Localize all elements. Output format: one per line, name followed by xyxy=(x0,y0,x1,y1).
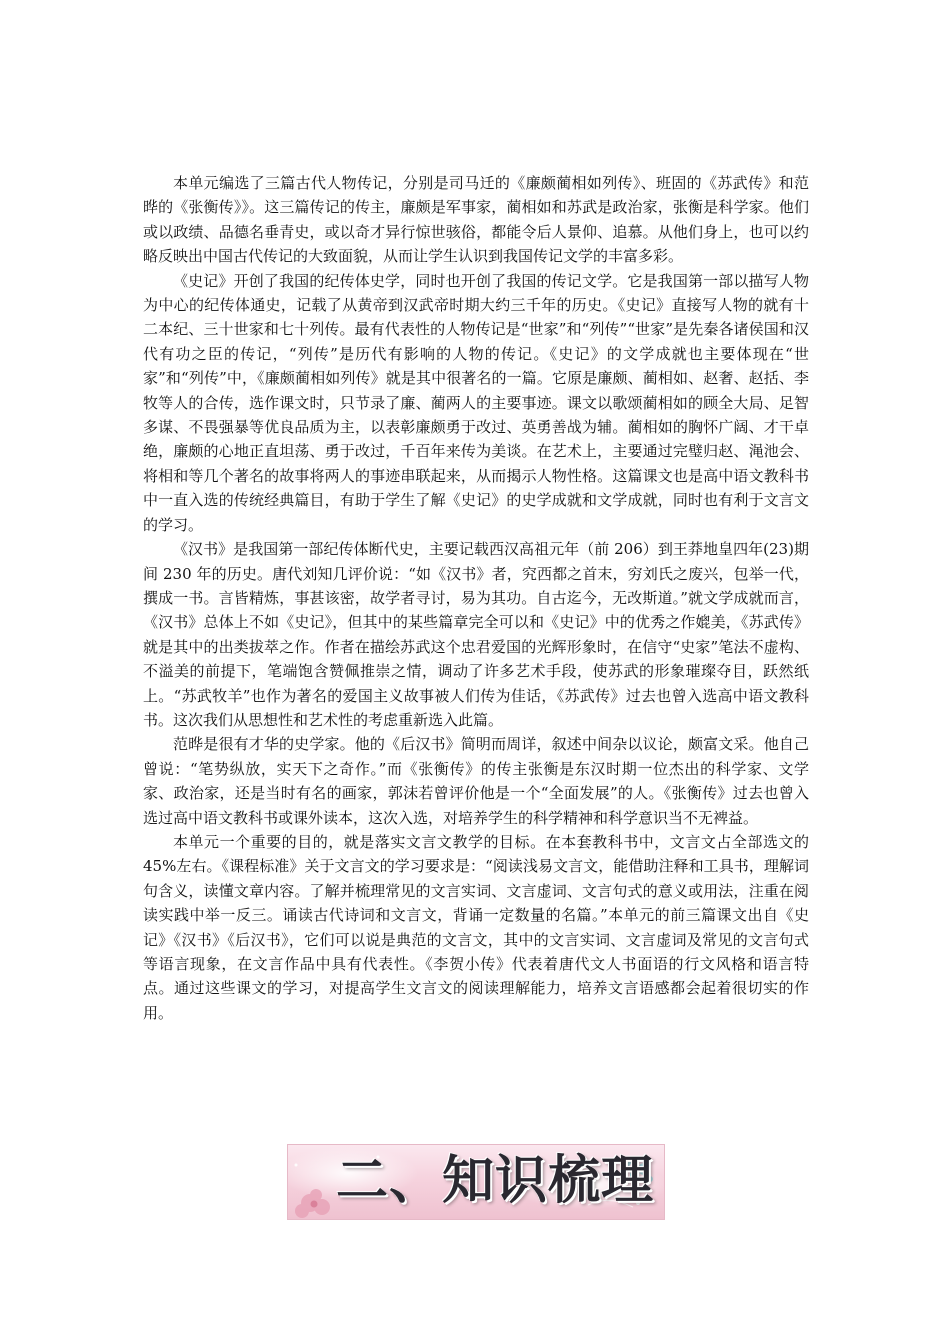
section-heading-title: 二、知识梳理 xyxy=(336,1151,655,1211)
paragraph-shiji: 《史记》开创了我国的纪传体史学，同时也开创了我国的传记文学。它是我国第一部以描写人物为中心的纪传体通史，记载了从黄帝到汉武帝时期大约三千年的历史。《史记》直接写人物的就有十二本纪、三十世家和七十列传。最有代表性的人物传记是“世家”和“列传”“世家”是先秦各诸侯国和汉代有功之臣的传记，“列传”是历代有影响的人物的传记。《史记》的文学成就也主要体现在“世家”和“列传”中，《廉颇蔺相如列传》就是其中很著名的一篇。它原是廉颇、蔺相如、赵奢、赵括、李牧等人的合传，选作课文时，只节录了廉、蔺两人的主要事迹。课文以歌颂蔺相如的顾全大局、足智多谋、不畏强暴等优良品质为主，以表彰廉颇勇于改过、英勇善战为辅。蔺相如的胸怀广阔、才干卓绝，廉颇的心地正直坦荡、勇于改过，千百年来传为美谈。在艺术上，主要通过完璧归赵、渑池会、将相和等几个著名的故事将两人的事迹串联起来，从而揭示人物性格。这篇课文也是高中语文教科书中一直入选的传统经典篇目，有助于学生了解《史记》的史学成就和文学成就，同时也有利于文言文的学习。 xyxy=(143,271,809,534)
document-body xyxy=(143,171,809,1025)
paragraph-hanshu: 《汉书》是我国第一部纪传体断代史，主要记载西汉高祖元年（前 206）到王莽地皇四年(23)期间 230 年的历史。唐代刘知几评价说：“如《汉书》者，究西都之首末，穷刘氏之废兴，包举一代，撰成一书。言皆精炼，事甚该密，故学者寻讨，易为其功。自古迄今，无改斯道。”就文学成就而言，《汉书》总体上不如《史记》，但其中的某些篇章完全可以和《史记》中的优秀之作媲美，《苏武传》就是其中的出类拔萃之作。作者在描绘苏武这个忠君爱国的光辉形象时，在信守“史家”笔法不虚构、不溢美的前提下，笔端饱含赞佩推崇之情，调动了许多艺术手段，使苏武的形象璀璨夺目，跃然纸上。“苏武牧羊”也作为著名的爱国主义故事被人们传为佳话，《苏武传》过去也曾入选高中语文教科书。这次我们从思想性和艺术性的考虑重新选入此篇。 xyxy=(143,540,809,729)
paragraph-classical-chinese-goals: 本单元一个重要的目的，就是落实文言文教学的目标。在本套教科书中，文言文占全部选文的 45%左右。《课程标准》关于文言文的学习要求是：“阅读浅易文言文，能借助注释和工具书，理解词句含义，读懂文章内容。了解并梳理常见的文言实词、文言虚词、文言句式的意义或用法，注重在阅读实践中举一反三。诵读古代诗词和文言文，背诵一定数量的名篇。”本单元的前三篇课文出自《史记》《汉书》《后汉书》，它们可以说是典范的文言文，其中的文言实词、文言虚词及常见的文言句式等语言现象，在文言作品中具有代表性。《李贺小传》代表着唐代文人书面语的行文风格和语言特点。通过这些课文的学习，对提高学生文言文的阅读理解能力，培养文言语感都会起着很切实的作用。 xyxy=(143,832,809,1022)
paragraph-houhanshu: 范晔是很有才华的史学家。他的《后汉书》简明而周详，叙述中间杂以议论，颇富文采。他自己曾说：“笔势纵放，实天下之奇作。”而《张衡传》的传主张衡是东汉时期一位杰出的科学家、文学家、政治家，还是当时有名的画家，郭沫若曾评价他是一个“全面发展”的人。《张衡传》过去也曾入选过高中语文教科书或课外读本，这次入选，对培养学生的科学精神和科学意识当不无裨益。 xyxy=(143,735,809,827)
section-heading-banner xyxy=(287,1144,665,1220)
paragraph-unit-overview: 本单元编选了三篇古代人物传记，分别是司马迁的《廉颇蔺相如列传》、班固的《苏武传》和范晔的《张衡传》》。这三篇传记的传主，廉颇是军事家，蔺相如和苏武是政治家，张衡是科学家。他们或以政绩、品德名垂青史，或以奇才异行惊世骇俗，都能令后人景仰、追慕。从他们身上，也可以约略反映出中国古代传记的大致面貌，从而让学生认识到我国传记文学的丰富多彩。 xyxy=(143,174,809,266)
